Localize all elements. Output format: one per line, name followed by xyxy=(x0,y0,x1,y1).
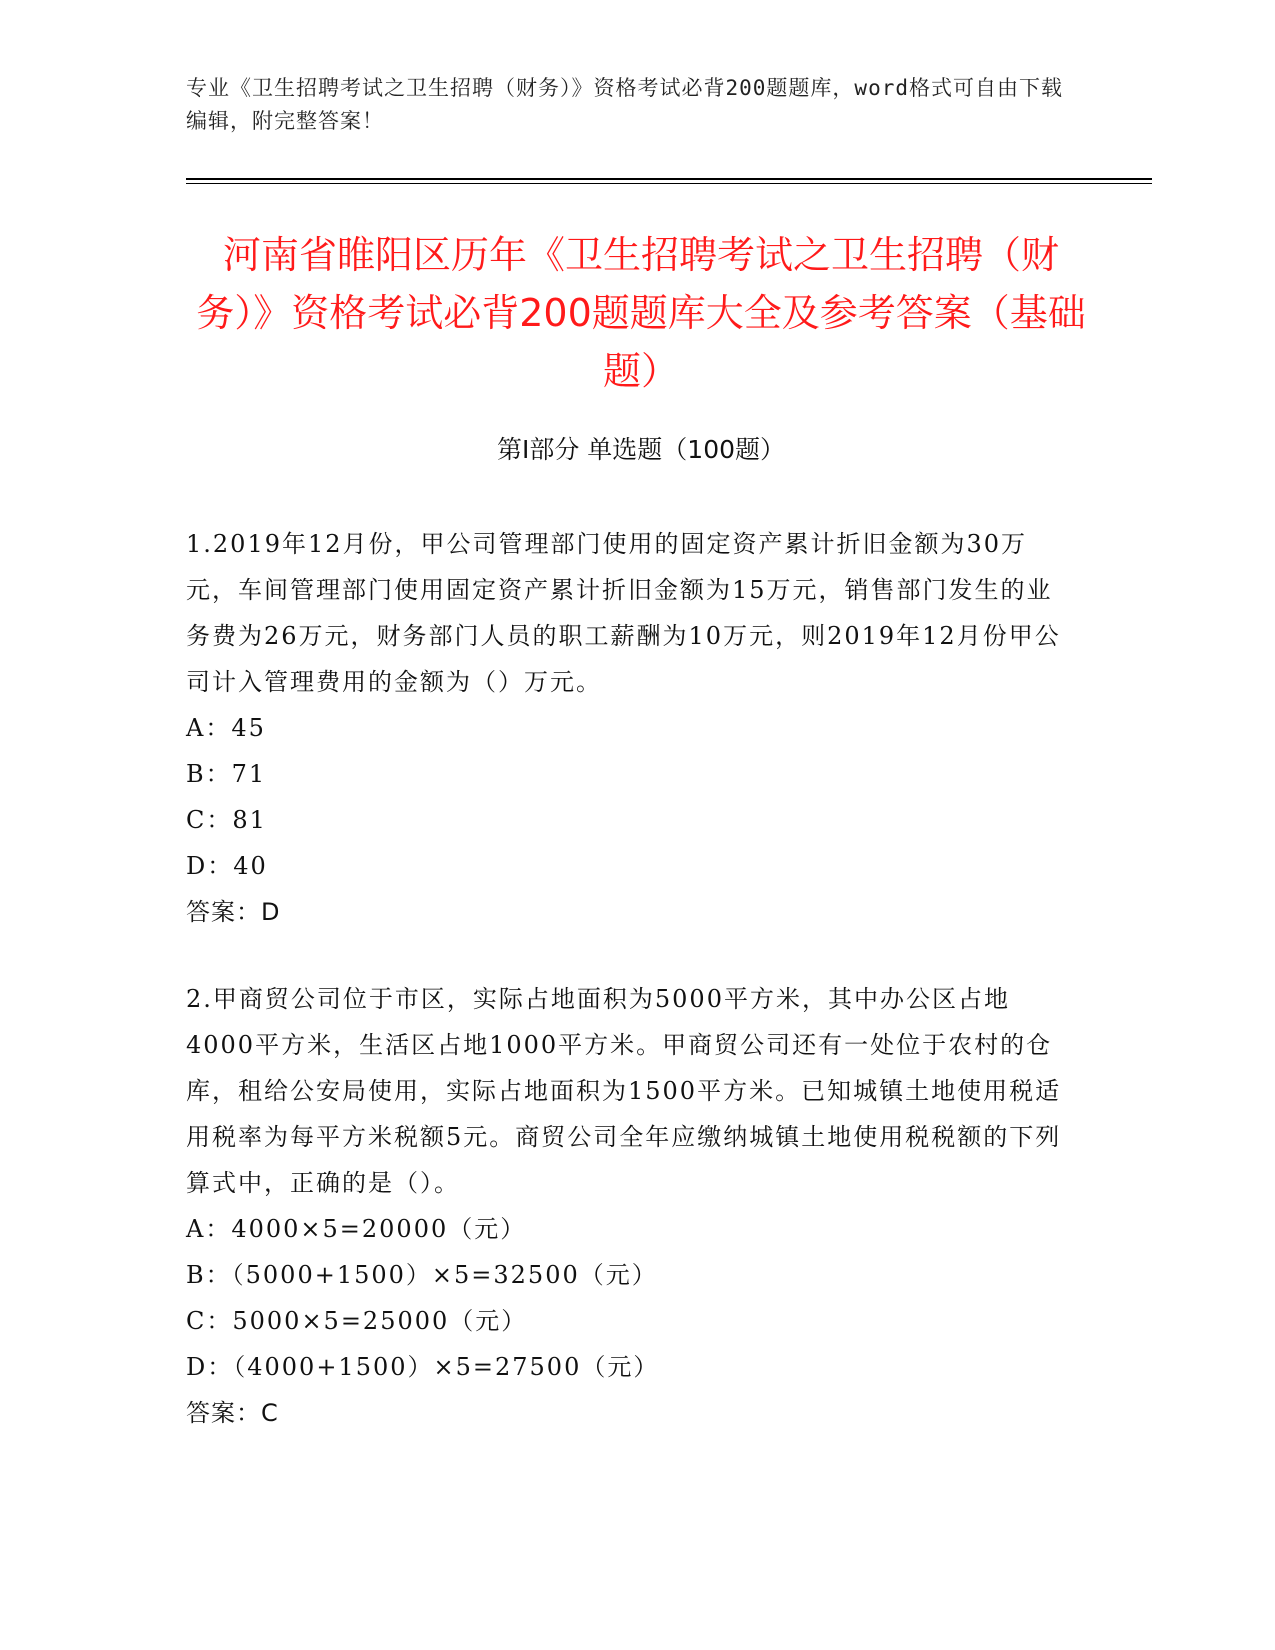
question-text: 1.2019年12月份，甲公司管理部门使用的固定资产累计折旧金额为30万元，车间管理部门使用固定资产累计折旧金额为15万元，销售部门发生的业务费为26万元，财务部门人员的职工薪酬为10万元，则2019年12月份甲公司计入管理费用的金额为（）万元。 xyxy=(186,530,1061,696)
question-block xyxy=(186,521,1076,935)
option-a: A：45 xyxy=(186,714,266,742)
header-rule-thin xyxy=(186,183,1152,184)
answer: 答案：C xyxy=(186,1399,279,1427)
question-text: 2.甲商贸公司位于市区，实际占地面积为5000平方米，其中办公区占地4000平方米，生活区占地1000平方米。甲商贸公司还有一处位于农村的仓库，租给公安局使用，实际占地面积为1500平方米。已知城镇土地使用税适用税率为每平方米税额5元。商贸公司全年应缴纳城镇土地使用税税额的下列算式中，正确的是（）。 xyxy=(186,985,1062,1197)
option-d: D：40 xyxy=(186,852,268,880)
option-d: D：（4000+1500）×5=27500（元） xyxy=(186,1353,660,1381)
option-b: B：71 xyxy=(186,760,267,788)
answer: 答案：D xyxy=(186,898,281,926)
question-block xyxy=(186,976,1076,1436)
option-a: A：4000×5=20000（元） xyxy=(186,1215,527,1243)
document-title: 河南省睢阳区历年《卫生招聘考试之卫生招聘（财务）》资格考试必背200题题库大全及参考答案（基础题） xyxy=(196,233,1086,393)
section-title: 第Ⅰ部分 单选题（100题） xyxy=(496,435,786,464)
option-b: B：（5000+1500）×5=32500（元） xyxy=(186,1261,658,1289)
option-c: C：81 xyxy=(186,806,267,834)
header-rule-thick xyxy=(186,178,1152,180)
option-c: C：5000×5=25000（元） xyxy=(186,1307,528,1335)
header-note: 专业《卫生招聘考试之卫生招聘（财务）》资格考试必背200题题库，word格式可自由下载编辑，附完整答案！ xyxy=(186,76,1063,133)
